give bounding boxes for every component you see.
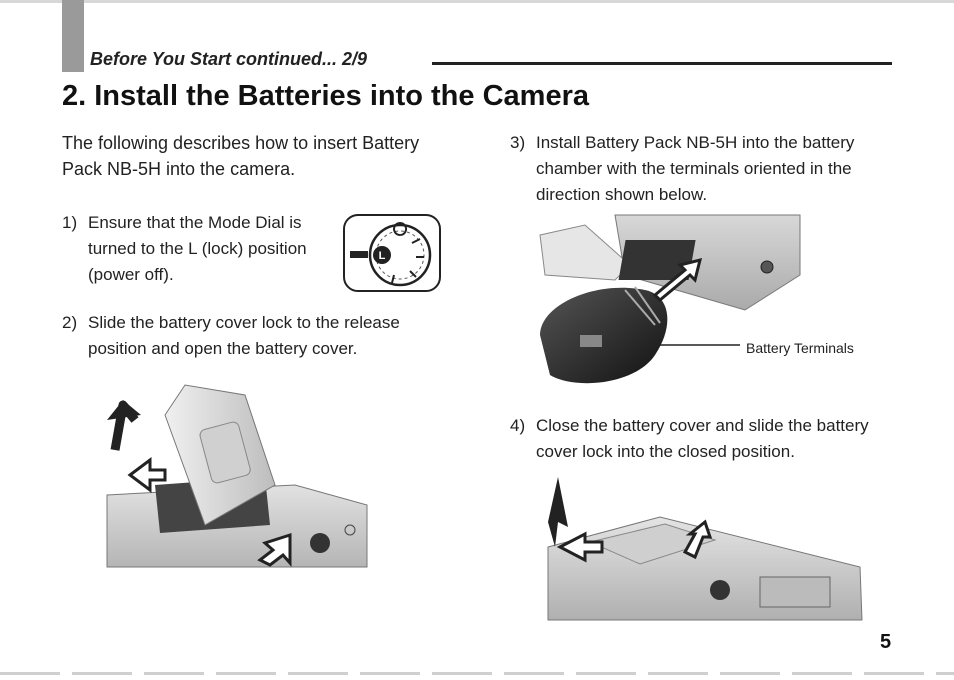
step-number: 4) xyxy=(510,416,526,435)
open-battery-cover-illustration xyxy=(95,375,370,570)
step-4 xyxy=(510,413,910,469)
step-text: Ensure that the Mode Dial is turned to the L (lock) position (power off). xyxy=(88,213,307,284)
battery-insertion-illustration xyxy=(535,215,805,390)
bottom-rule xyxy=(0,672,954,675)
mode-dial-lock-letter: L xyxy=(378,250,386,262)
step-text: Slide the battery cover lock to the release position and open the battery cover. xyxy=(88,313,400,358)
step-number: 2) xyxy=(62,313,78,332)
page-number: 5 xyxy=(880,631,892,653)
battery-terminals-label: Battery Terminals xyxy=(746,340,854,356)
step-number: 1) xyxy=(62,213,78,232)
top-rule xyxy=(0,0,954,3)
section-header: Before You Start continued... 2/9 xyxy=(90,49,368,69)
step-text: Close the battery cover and slide the battery cover lock into the closed position. xyxy=(536,416,869,461)
step-number: 3) xyxy=(510,133,526,152)
page-title: 2. Install the Batteries into the Camera xyxy=(62,80,589,112)
step-3 xyxy=(510,130,900,210)
step-2 xyxy=(62,310,452,366)
step-text: Install Battery Pack NB-5H into the battery chamber with the terminals oriented in the direction shown below. xyxy=(536,133,855,204)
step-1 xyxy=(62,210,332,290)
header-rule xyxy=(432,62,892,65)
close-battery-cover-illustration xyxy=(540,472,865,622)
section-tab-bar xyxy=(62,0,84,72)
mode-dial-illustration xyxy=(342,213,442,293)
intro-text: The following describes how to insert Battery Pack NB-5H into the camera. xyxy=(62,133,420,179)
